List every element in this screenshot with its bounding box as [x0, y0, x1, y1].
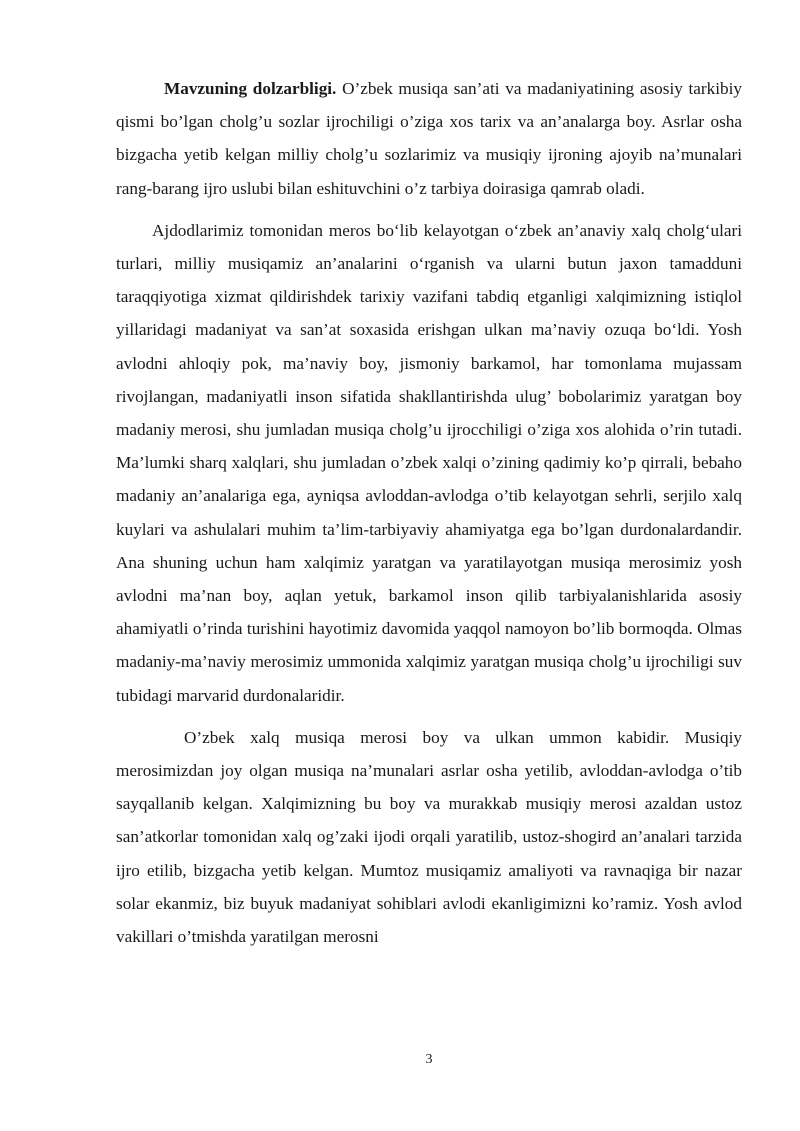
- paragraph-1-text: O’zbek musiqa san’ati va madaniyatining asosiy tarkibiy qismi bo’lgan cholg’u sozlar ijrochiligi o’ziga xos tarix va an’analarga boy. Asrlar osha bizgacha yetib kelgan milliy cholg’u sozlarimiz va musiqiy ijroning ajoyib na’munalari rang-barang ijro uslubi bilan eshituvchini o’z tarbiya doirasiga qamrab oladi.: [116, 79, 742, 198]
- page-number: 3: [425, 1052, 433, 1067]
- paragraph-relevance: [116, 72, 742, 205]
- paragraph-2: Ajdodlarimiz tomonidan meros bo‘lib kelayotgan o‘zbek an’anaviy xalq cholg‘ulari turlari, milliy musiqamiz an’analarini o‘rganish va ularni butun jaxon tamadduni taraqqiyotiga xizmat qildirishdek tarixiy vazifani tabdiq etganligi xalqimizning istiqlol yillaridagi madaniyat va san’at soxasida erishgan ulkan ma’naviy ozuqa bo‘ldi. Yosh avlodni ahloqiy pok, ma’naviy boy, jismoniy barkamol, har tomonlama mujassam rivojlangan, madaniyatli inson sifatida shakllantirishda ulug’ bobolarimiz yaratgan boy madaniy merosi, shu jumladan musiqa cholg’u ijrocchiligi o’ziga xos alohida o’rin tutadi. Ma’lumki sharq xalqlari, shu jumladan o’zbek xalqi o’zining qadimiy ko’p qirrali, bebaho madaniy an’analariga ega, ayniqsa avloddan-avlodga o’tib kelayotgan sehrli, serjilo xalq kuylari va ashulalari muhim ta’lim-tarbiyaviy ahamiyatga ega bo’lgan durdonalardandir. Ana shuning uchun ham xalqimiz yaratgan va yaratilayotgan musiqa merosimiz yosh avlodni ma’nan boy, aqlan yetuk, barkamol inson qilib tarbiyalanishlarida asosiy ahamiyatli o’rinda turishini hayotimiz davomida yaqqol namoyon bo’lib bormoqda. Olmas madaniy-ma’naviy merosimiz ummonida xalqimiz yaratgan musiqa cholg’u ijrochiligi suv tubidagi marvarid durdonalaridir.: [116, 220, 742, 705]
- section-heading: Mavzuning dolzarbligi.: [164, 79, 337, 98]
- paragraph-3: O’zbek xalq musiqa merosi boy va ulkan ummon kabidir. Musiqiy merosimizdan joy olgan musiqa na’munalari asrlar osha yetilib, avloddan-avlodga o’tib sayqallanib kelgan. Xalqimizning bu boy va murakkab musiqiy merosi azaldan ustoz san’atkorlar tomonidan xalq og’zaki ijodi orqali yaratilib, ustoz-shogird an’analari tarzida ijro etilib, bizgacha yetib kelgan. Mumtoz musiqamiz amaliyoti va ravnaqiga bir nazar solar ekanmiz, biz buyuk madaniyat sohiblari avlodi ekanligimizni ko’ramiz. Yosh avlod vakillari o’tmishda yaratilgan merosni: [116, 727, 742, 947]
- body-text: [116, 72, 742, 953]
